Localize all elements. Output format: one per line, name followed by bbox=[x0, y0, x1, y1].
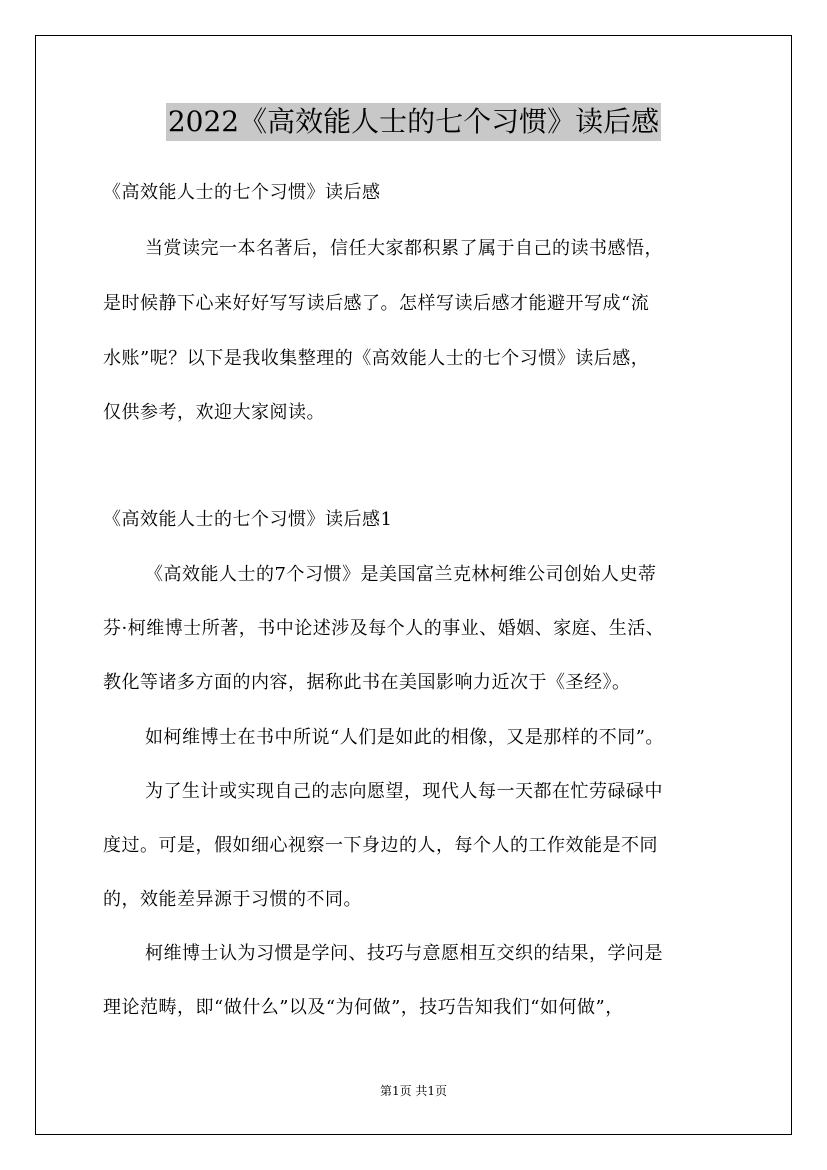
body-line: 为了生计或实现自己的志向愿望，现代人每一天都在忙劳碌碌中 bbox=[145, 781, 663, 802]
body-line: 的，效能差异源于习惯的不同。 bbox=[103, 889, 362, 910]
intro-line: 是时候静下心来好好写写读后感了。怎样写读后感才能避开写成“流 bbox=[103, 293, 650, 314]
intro-line: 当赏读完一本名著后，信任大家都积累了属于自己的读书感悟， bbox=[145, 238, 663, 259]
body-line: 柯维博士认为习惯是学问、技巧与意愿相互交织的结果，学问是 bbox=[145, 943, 663, 964]
title-container bbox=[0, 103, 827, 141]
body-line: 理论范畴，即“做什么”以及“为何做”，技巧告知我们“如何做”， bbox=[103, 997, 624, 1018]
body-line: 芬·柯维博士所著，书中论述涉及每个人的事业、婚姻、家庭、生活、 bbox=[103, 618, 665, 639]
intro-line: 仅供参考，欢迎大家阅读。 bbox=[103, 402, 325, 423]
section-heading: 《高效能人士的七个习惯》读后感1 bbox=[103, 509, 393, 530]
body-line: 《高效能人士的7个习惯》是美国富兰克林柯维公司创始人史蒂 bbox=[145, 564, 657, 585]
body-line: 如柯维博士在书中所说“人们是如此的相像，又是那样的不同”。 bbox=[145, 727, 664, 748]
page-footer: 第1页 共1页 bbox=[379, 1084, 448, 1098]
subtitle: 《高效能人士的七个习惯》读后感 bbox=[103, 182, 381, 203]
body-line: 度过。可是，假如细心视察一下身边的人，每个人的工作效能是不同 bbox=[103, 835, 658, 856]
document-title: 2022《高效能人士的七个习惯》读后感 bbox=[166, 103, 661, 141]
intro-line: 水账”呢？以下是我收集整理的《高效能人士的七个习惯》读后感， bbox=[103, 348, 650, 369]
body-line: 教化等诸多方面的内容，据称此书在美国影响力近次于《圣经》。 bbox=[103, 672, 631, 693]
